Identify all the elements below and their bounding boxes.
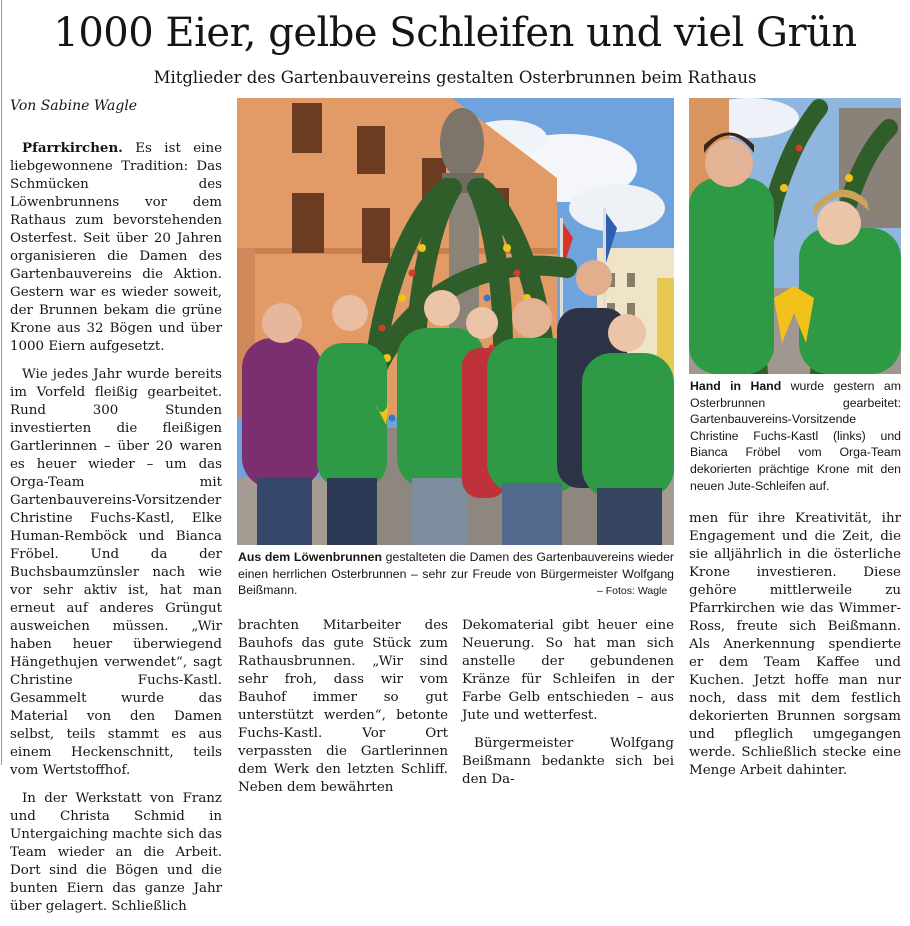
article-column-4 (689, 510, 901, 790)
paragraph-text: Es ist eine liebgewonnene Tradition: Das Schmücken des Löwenbrunnens vor dem Rathaus zum bevorstehenden Osterfest. Seit über 20 Jahren organisieren die Damen des Gartenbauvereins die Aktion. Gestern war es wieder soweit, der Brunnen bekam die grüne Krone aus 32 Bögen und über 1000 Eiern aufgesetzt. (10, 141, 222, 354)
caption-lead: Hand in Hand (690, 379, 782, 393)
paragraph: men für ihre Kreativität, ihr Engagement und die Zeit, die sie alljährlich in die österliche Krone investieren. Diese gehöre mittlerweile zu Pfarrkirchen wie das Wimmer-Ross, freute sich Beißmann. Als Anerkennung spendierte er dem Team Kaffee und Kuchen. Jetzt hoffe man nur noch, dass mit dem festlich dekorierten Brunnen sorgsam und pfleglich umgegangen werde. Schließlich stecke eine Menge Arbeit dahinter. (689, 511, 901, 778)
caption-text: gestalteten die Damen des Gartenbauvereins wieder einen herrlichen Osterbrunnen – sehr zur Freude von Bürgermeister Wolfgang Beißmann. (238, 550, 675, 598)
article-column-1 (10, 139, 222, 926)
caption-text: wurde gestern am Osterbrunnen gearbeitet: Gartenbauvereins-Vorsitzende Christine Fuchs-Kastl (links) und Bianca Fröbel vom Orga-Team dekorierten prächtige Krone mit den neuen Jute-Schleifen auf. (690, 379, 902, 493)
side-photo (689, 98, 901, 374)
headline: 1000 Eier, gelbe Schleifen und viel Grün (53, 10, 857, 56)
paragraph: In der Werkstatt von Franz und Christa Schmid in Untergaiching machte sich das Team wieder an die Arbeit. Dort sind die Bögen und die bunten Eiern das ganze Jahr über gelagert. Schließlich (10, 791, 222, 914)
side-photo-caption (690, 378, 901, 494)
paragraph (10, 139, 222, 356)
byline: Von Sabine Wagle (10, 98, 138, 114)
caption-lead: Aus dem Löwenbrunnen (238, 550, 382, 564)
dateline: Pfarrkirchen. (22, 140, 123, 156)
photo-credit: – Fotos: Wagle (597, 585, 668, 597)
article-column-3 (462, 617, 674, 799)
paragraph: Wie jedes Jahr wurde bereits im Vorfeld fleißig gearbeitet. Rund 300 Stunden investierten die fleißigen Gartlerinnen – über 20 waren es heuer wieder – um das Orga-Team mit Gartenbauvereins-Vorsitzender Christine Fuchs-Kastl, Elke Human-Remböck und Bianca Fröbel. Und da der Buchsbaumzünsler nach wie vor sehr aktiv ist, hat man erneut auf anderes Grüngut ausweichen müssen. „Wir haben heuer überwiegend Hängethujen verwendet“, sagt Christine Fuchs-Kastl. Gesammelt wurde das Material von den Damen selbst, teils stammt es aus einem Heckenschnitt, teils vom Wertstoffhof. (10, 367, 222, 778)
paragraph: Bürgermeister Wolfgang Beißmann bedankte sich bei den Da- (462, 736, 674, 787)
page-edge-rule (1, 0, 2, 765)
paragraph: brachten Mitarbeiter des Bauhofs das gute Stück zum Rathausbrunnen. „Wir sind sehr froh, dass wir vom Bauhof immer so gut unterstützt werden“, betonte Fuchs-Kastl. Vor Ort verpassten die Gartlerinnen dem Werk den letzten Schliff. Neben dem bewährten (238, 618, 448, 795)
paragraph: Dekomaterial gibt heuer eine Neuerung. So hat man sich anstelle der gebundenen Kränze für Schleifen in der Farbe Gelb entschieden – aus Jute und wetterfest. (462, 618, 674, 723)
main-photo (237, 98, 674, 545)
subheadline: Mitglieder des Gartenbauvereins gestalten Osterbrunnen beim Rathaus (153, 68, 757, 87)
article-column-2 (238, 617, 448, 807)
